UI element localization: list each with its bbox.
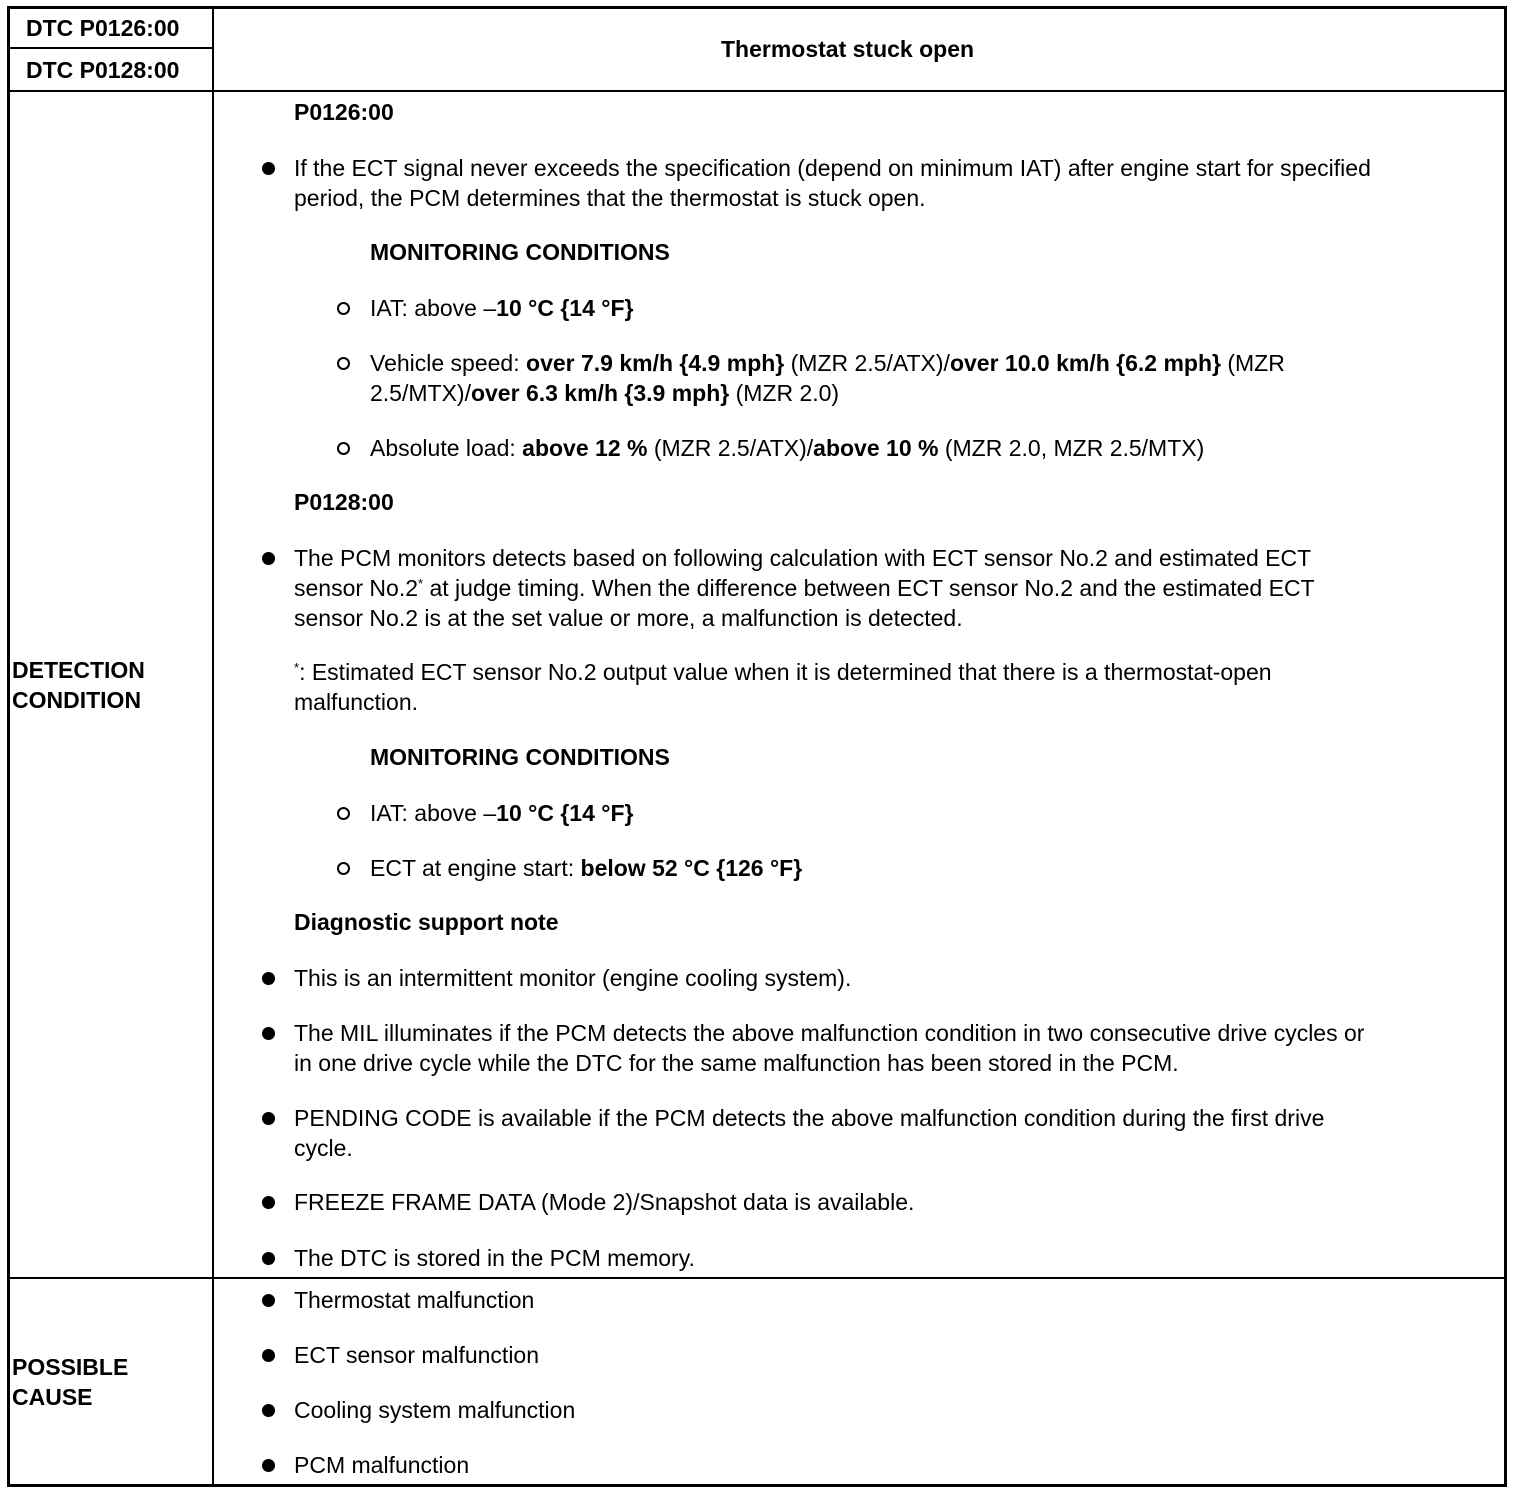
bullet-icon bbox=[262, 972, 275, 985]
bullet-icon bbox=[262, 1294, 275, 1307]
circle-bullet-icon bbox=[337, 807, 350, 820]
dtc-title: Thermostat stuck open bbox=[721, 36, 975, 62]
p0128-bullet-line2b: at judge timing. When the difference between ECT sensor No.2 and the estimated ECT bbox=[423, 575, 1315, 601]
p0126-load-condition bbox=[370, 433, 1204, 463]
p0128-ect-value: below 52 °C {126 °F} bbox=[580, 855, 803, 881]
p0128-ect-condition bbox=[370, 853, 802, 883]
p0126-speed-line1 bbox=[370, 348, 1285, 378]
p0126-speed-value3: over 6.3 km/h {3.9 mph} bbox=[470, 380, 730, 406]
bullet-icon bbox=[262, 1349, 275, 1362]
support-bullet-2-line2: in one drive cycle while the DTC for the same malfunction has been stored in the PCM. bbox=[294, 1050, 1179, 1076]
p0126-load-text1: (MZR 2.5/ATX)/ bbox=[647, 435, 814, 461]
circle-bullet-icon bbox=[337, 302, 350, 315]
possible-cause-label-line1: POSSIBLE bbox=[12, 1354, 129, 1380]
p0126-iat-condition bbox=[370, 293, 633, 323]
support-bullet-4: FREEZE FRAME DATA (Mode 2)/Snapshot data is available. bbox=[294, 1189, 915, 1215]
possible-cause-label-line2: CAUSE bbox=[12, 1384, 93, 1410]
p0126-speed-text3: 2.5/MTX)/ bbox=[370, 380, 471, 406]
bullet-icon bbox=[262, 1027, 275, 1040]
support-bullet-3-line2: cycle. bbox=[294, 1135, 353, 1161]
bullet-icon bbox=[262, 1404, 275, 1417]
bullet-icon bbox=[262, 1112, 275, 1125]
cause-item: Thermostat malfunction bbox=[294, 1287, 535, 1313]
footnote-marker: * bbox=[294, 660, 300, 675]
p0126-monitoring-heading: MONITORING CONDITIONS bbox=[370, 239, 670, 265]
p0128-iat-prefix: IAT: above – bbox=[370, 800, 497, 826]
column-divider bbox=[212, 6, 214, 1487]
detection-label-line1: DETECTION bbox=[12, 657, 145, 683]
support-bullet-5: The DTC is stored in the PCM memory. bbox=[294, 1245, 695, 1271]
p0126-load-value1: above 12 % bbox=[522, 435, 648, 461]
section-divider bbox=[7, 1277, 1507, 1279]
support-bullet-3-line1: PENDING CODE is available if the PCM detects the above malfunction condition during the first drive bbox=[294, 1105, 1325, 1131]
p0128-bullet-line3: sensor No.2 is at the set value or more, a malfunction is detected. bbox=[294, 605, 963, 631]
bullet-icon bbox=[262, 1196, 275, 1209]
dtc-code-1: DTC P0126:00 bbox=[26, 15, 180, 41]
p0128-iat-value: 10 °C {14 °F} bbox=[496, 800, 634, 826]
p0126-speed-value1: over 7.9 km/h {4.9 mph} bbox=[526, 350, 785, 376]
dtc-code-2: DTC P0128:00 bbox=[26, 57, 180, 83]
p0126-heading: P0126:00 bbox=[294, 99, 394, 125]
p0128-iat-condition bbox=[370, 798, 633, 828]
p0126-bullet-line2: period, the PCM determines that the thermostat is stuck open. bbox=[294, 185, 926, 211]
dtc-divider bbox=[7, 47, 213, 49]
header-divider bbox=[7, 90, 1507, 92]
support-bullet-1: This is an intermittent monitor (engine cooling system). bbox=[294, 965, 852, 991]
bullet-icon bbox=[262, 1252, 275, 1265]
p0128-note-line1 bbox=[294, 657, 1272, 687]
bullet-icon bbox=[262, 162, 275, 175]
p0126-speed-text4: (MZR 2.0) bbox=[729, 380, 840, 406]
p0128-bullet-line2 bbox=[294, 573, 1315, 603]
cause-item: Cooling system malfunction bbox=[294, 1397, 576, 1423]
p0128-heading: P0128:00 bbox=[294, 489, 394, 515]
p0128-ect-prefix: ECT at engine start: bbox=[370, 855, 581, 881]
bullet-icon bbox=[262, 552, 275, 565]
circle-bullet-icon bbox=[337, 357, 350, 370]
p0126-load-value2: above 10 % bbox=[813, 435, 939, 461]
detection-label-line2: CONDITION bbox=[12, 687, 142, 713]
p0128-note-line2: malfunction. bbox=[294, 689, 419, 715]
cause-item: PCM malfunction bbox=[294, 1452, 470, 1478]
p0128-bullet-line2a: sensor No.2 bbox=[294, 575, 419, 601]
p0126-speed-line2 bbox=[370, 378, 839, 408]
p0126-speed-prefix: Vehicle speed: bbox=[370, 350, 527, 376]
circle-bullet-icon bbox=[337, 442, 350, 455]
p0126-speed-value2: over 10.0 km/h {6.2 mph} bbox=[949, 350, 1221, 376]
footnote-marker: * bbox=[418, 576, 424, 591]
dtc-table bbox=[7, 6, 1507, 1487]
bullet-icon bbox=[262, 1459, 275, 1472]
cause-item: ECT sensor malfunction bbox=[294, 1342, 540, 1368]
p0128-bullet-line1: The PCM monitors detects based on following calculation with ECT sensor No.2 and estimated ECT bbox=[294, 545, 1312, 571]
p0128-note-text: : Estimated ECT sensor No.2 output value when it is determined that there is a thermostat-open bbox=[299, 659, 1272, 685]
support-bullet-2-line1: The MIL illuminates if the PCM detects the above malfunction condition in two consecutive drive cycles or bbox=[294, 1020, 1365, 1046]
p0126-load-text2: (MZR 2.0, MZR 2.5/MTX) bbox=[938, 435, 1205, 461]
circle-bullet-icon bbox=[337, 862, 350, 875]
p0128-monitoring-heading: MONITORING CONDITIONS bbox=[370, 744, 670, 770]
support-heading: Diagnostic support note bbox=[294, 909, 559, 935]
p0126-iat-prefix: IAT: above – bbox=[370, 295, 497, 321]
p0126-iat-value: 10 °C {14 °F} bbox=[496, 295, 634, 321]
p0126-bullet-line1: If the ECT signal never exceeds the specification (depend on minimum IAT) after engine start for specified bbox=[294, 155, 1371, 181]
p0126-speed-text2: (MZR bbox=[1220, 350, 1285, 376]
p0126-speed-text1: (MZR 2.5/ATX)/ bbox=[784, 350, 950, 376]
p0126-load-prefix: Absolute load: bbox=[370, 435, 523, 461]
